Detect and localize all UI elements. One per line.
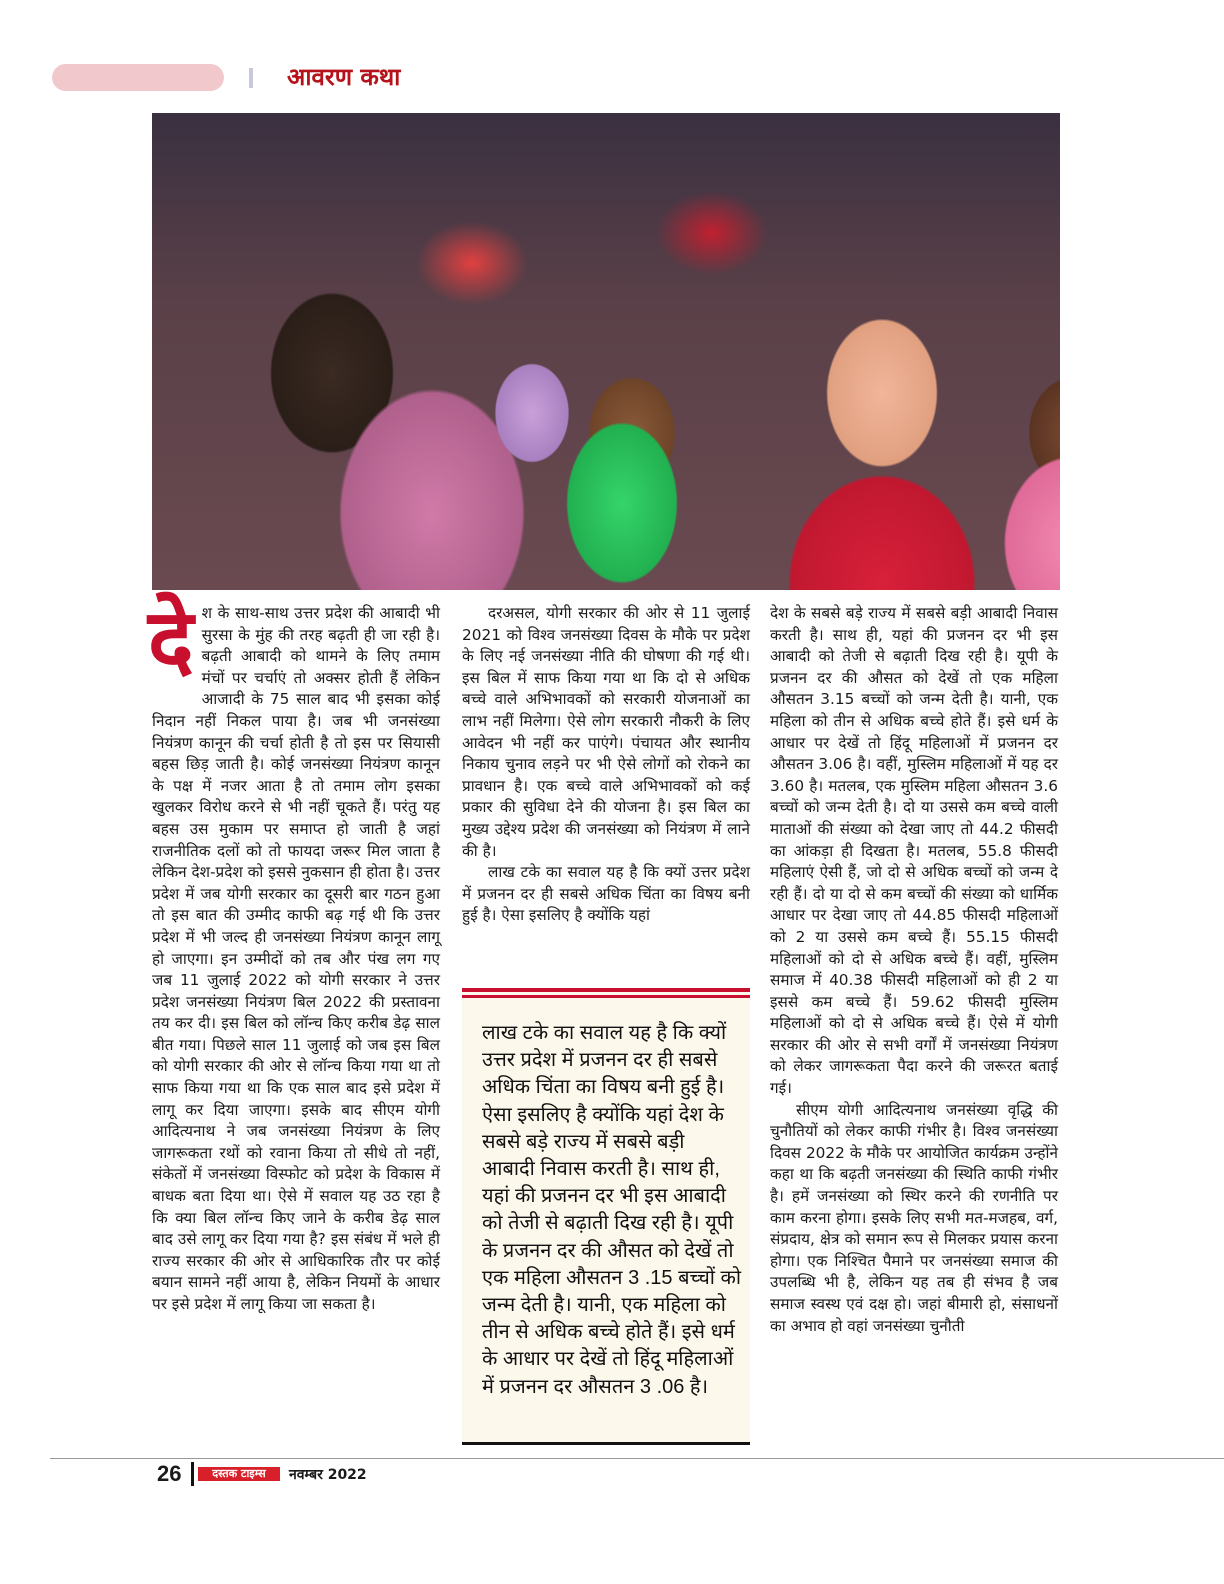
footer-rule: [50, 1458, 1224, 1459]
paragraph: श के साथ-साथ उत्तर प्रदेश की आबादी भी सुरसा के मुंह की तरह बढ़ती ही जा रही है। बढ़ती आबादी को थामने के लिए तमाम मंचों पर चर्चाएं तो अक्सर होती हैं लेकिन आजादी के 75 साल बाद भी इसका कोई निदान नहीं निकल पाया है। जब भी जनसंख्या नियंत्रण कानून की चर्चा होती है तो इस पर सियासी बहस छिड़ जाती है। कोई जनसंख्या नियंत्रण कानून के पक्ष में नजर आता है तो तमाम लोग इसका खुलकर विरोध करने से भी नहीं चूकते हैं। परंतु यह बहस उस मुकाम पर समाप्त हो जाती है जहां राजनीतिक दलों को तो फायदा जरूर मिल जाता है लेकिन देश-प्रदेश को इससे नुकसान ही होता है। उत्तर प्रदेश में जब योगी सरकार का दूसरी बार गठन हुआ तो इस बात की उम्मीद काफी बढ़ गई थी कि उत्तर प्रदेश में भी जल्द ही जनसंख्या नियंत्रण कानून लागू हो जाएगा। इन उम्मीदों को तब और पंख लग गए जब 11 जुलाई 2022 को योगी सरकार ने उत्तर प्रदेश जनसंख्या नियंत्रण बिल 2022 की प्रस्तावना तय कर दी। इस बिल को लॉन्च किए करीब डेढ़ साल बीत गया। पिछले साल 11 जुलाई को जब इस बिल को योगी सरकार की ओर से लॉन्च किया गया था तो साफ किया गया था कि एक साल बाद इसे प्रदेश में लागू कर दिया जाएगा। इसके बाद सीएम योगी आदित्यनाथ ने जब जनसंख्या नियंत्रण के लिए जागरूकता रथों को रवाना किया तो सीधे तो नहीं, संकेतों में जनसंख्या विस्फोट को प्रदेश के विकास में बाधक बता दिया था। ऐसे में सवाल यह उठ रहा है कि क्या बिल लॉन्च किए जाने के करीब डेढ़ साल बाद उसे लागू कर दिया गया है? इस संबंध में भले ही राज्य सरकार की ओर से आधिकारिक तौर पर कोई बयान सामने नहीं आया है, लेकिन नियमों के आधार पर इसे प्रदेश में लागू किया जा सकता है।: [152, 604, 440, 1313]
paragraph: लाख टके का सवाल यह है कि क्यों उत्तर प्रदेश में प्रजनन दर ही सबसे अधिक चिंता का विषय बनी हुई है। ऐसा इसलिए है क्योंकि यहां: [462, 863, 750, 925]
pull-quote: [462, 988, 750, 1445]
drop-cap: दे: [148, 591, 194, 691]
section-pill: [52, 64, 224, 91]
magazine-logo: दस्तक टाइम्स: [198, 1467, 280, 1481]
paragraph: दरअसल, योगी सरकार की ओर से 11 जुलाई 2021 को विश्व जनसंख्या दिवस के मौके पर प्रदेश के लिए नई जनसंख्या नीति की घोषणा की गई थी। इस बिल में साफ किया गया था कि दो से अधिक बच्चे वाले अभिभावकों को सरकारी योजनाओं का लाभ नहीं मिलेगा। ऐसे लोग सरकारी नौकरी के लिए आवेदन भी नहीं कर पाएंगे। पंचायत और स्थानीय निकाय चुनाव लड़ने पर भी ऐसे लोगों को रोकने का प्रावधान है। एक बच्चे वाले अभिभावकों को कई प्रकार की सुविधा देने की योजना है। इस बिल का मुख्य उद्देश्य प्रदेश की जनसंख्या को नियंत्रण में लाने की है।: [462, 604, 750, 860]
article-column-3: [770, 603, 1058, 1337]
article-column-1: [148, 591, 440, 1316]
section-title: आवरण कथा: [287, 63, 401, 91]
quote-rule-bottom: [462, 1442, 750, 1445]
crowd-photo: [152, 113, 1060, 590]
pull-quote-text: लाख टके का सवाल यह है कि क्यों उत्तर प्रदेश में प्रजनन दर ही सबसे अधिक चिंता का विषय बनी हुई है। ऐसा इसलिए है क्योंकि यहां देश के सबसे बड़े राज्य में सबसे बड़ी आबादी निवास करती है। साथ ही, यहां की प्रजनन दर भी इस आबादी को तेजी से बढ़ाती दिख रही है। यूपी के प्रजनन दर की औसत को देखें तो एक महिला औसतन 3 .15 बच्चों को जन्म देती है। यानी, एक महिला को तीन से अधिक बच्चे होते हैं। इसे धर्म के आधार पर देखें तो हिंदू महिलाओं में प्रजनन दर औसतन 3 .06 है।: [482, 1022, 742, 1398]
page-number: 26: [157, 1461, 182, 1486]
quote-rule-top-2: [462, 995, 750, 998]
issue-date: नवम्बर 2022: [289, 1467, 367, 1483]
paragraph: देश के सबसे बड़े राज्य में सबसे बड़ी आबादी निवास करती है। साथ ही, यहां की प्रजनन दर भी इस आबादी को तेजी से बढ़ाती दिख रही है। यूपी के प्रजनन दर की औसत को देखें तो एक महिला औसतन 3.15 बच्चों को जन्म देती है। यानी, एक महिला को तीन से अधिक बच्चे होते हैं। इसे धर्म के आधार पर देखें तो हिंदू महिलाओं में प्रजनन दर औसतन 3.06 है। वहीं, मुस्लिम महिलाओं में यह दर 3.60 है। मतलब, एक मुस्लिम महिला औसतन 3.6 बच्चों को जन्म देती है। दो या उससे कम बच्चे वाली माताओं की संख्या को देखा जाए तो 44.2 फीसदी का आंकड़ा ही दिखता है। मतलब, 55.8 फीसदी महिलाएं ऐसी हैं, जो दो से अधिक बच्चों को जन्म दे रही हैं। दो या दो से कम बच्चों की संख्या को धार्मिक आधार पर देखा जाए तो 44.85 फीसदी महिलाओं को 2 या उससे कम बच्चे हैं। 55.15 फीसदी महिलाओं को दो से अधिक बच्चे हैं। वहीं, मुस्लिम समाज में 40.38 फीसदी महिलाओं को ही 2 या इससे कम बच्चे हैं। 59.62 फीसदी मुस्लिम महिलाओं को दो से अधिक बच्चे हैं। ऐसे में योगी सरकार की ओर से सभी वर्गों में जनसंख्या नियंत्रण को लेकर जागरूकता पैदा करने की जरूरत बताई गई।: [770, 604, 1058, 1098]
article-column-2: [462, 603, 750, 927]
paragraph: सीएम योगी आदित्यनाथ जनसंख्या वृद्धि की चुनौतियों को लेकर काफी गंभीर है। विश्व जनसंख्या दिवस 2022 के मौके पर आयोजित कार्यक्रम उन्होंने कहा था कि बढ़ती जनसंख्या की स्थिति काफी गंभीर है। हमें जनसंख्या को स्थिर करने की रणनीति पर काम करना होगा। इसके लिए सभी मत-मजहब, वर्ग, संप्रदाय, क्षेत्र को समान रूप से मिलकर प्रयास करना होगा। एक निश्चित पैमाने पर जनसंख्या समाज की उपलब्धि भी है, लेकिन यह तब ही संभव है जब समाज स्वस्थ एवं दक्ष हो। जहां बीमारी हो, संसाधनों का अभाव हो वहां जनसंख्या चुनौती: [770, 1100, 1058, 1335]
quote-rule-top: [462, 988, 750, 992]
header-divider: [249, 68, 253, 88]
footer-divider: [191, 1462, 194, 1486]
